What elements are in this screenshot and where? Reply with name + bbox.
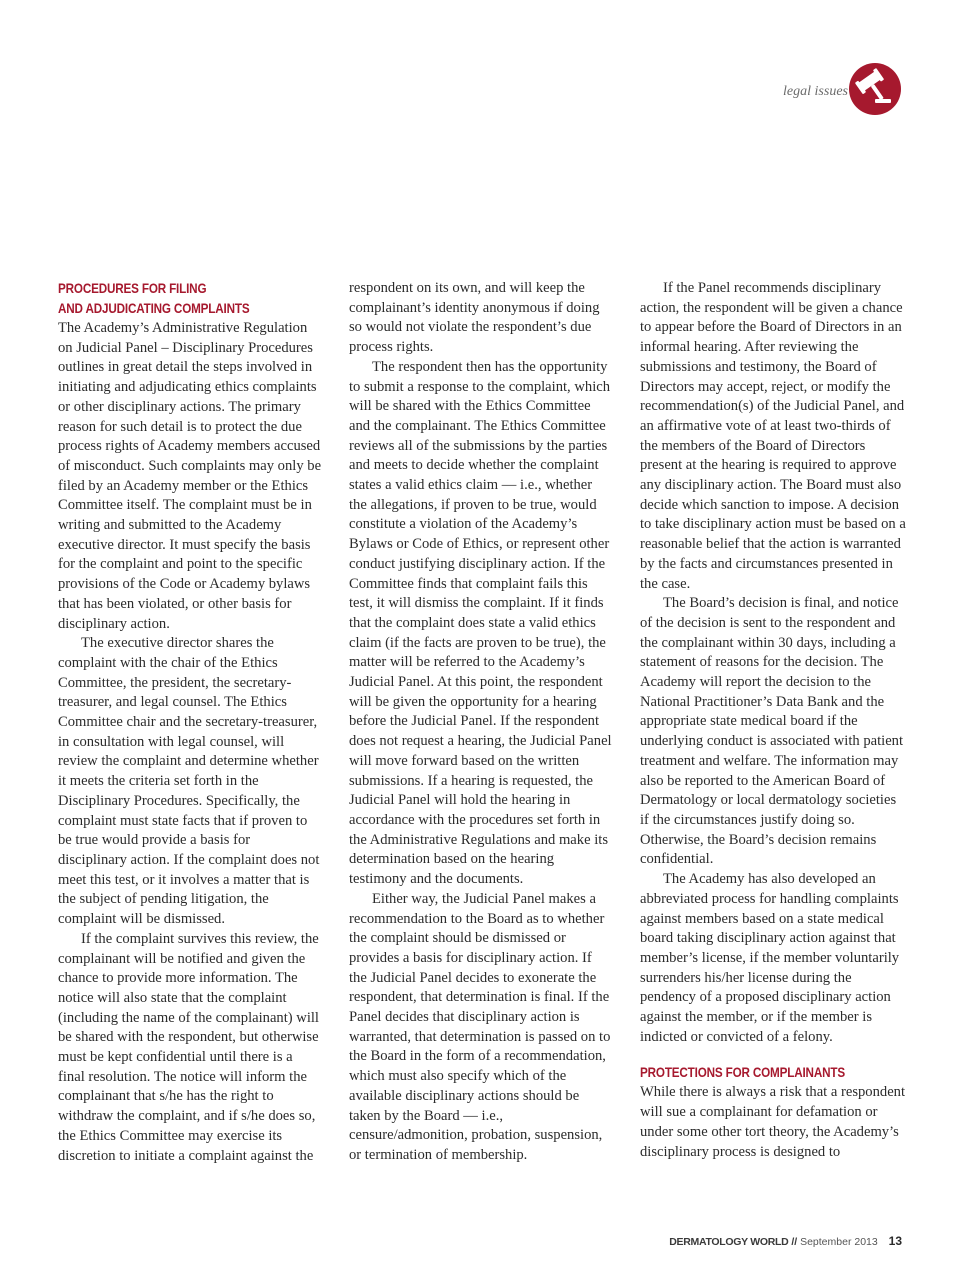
page-footer — [669, 1234, 902, 1248]
paragraph: respondent on its own, and will keep the complainant’s identity anonymous if doing so would not violate the respondent’s due process rights. — [349, 280, 600, 356]
section-label: legal issues — [783, 84, 848, 99]
footer-separator: // — [791, 1236, 798, 1248]
column-right — [640, 279, 906, 1162]
paragraph: While there is always a risk that a respondent will sue a complainant for defamation or under some other tort theory, the Academy’s disciplinary process is designed to — [640, 1084, 906, 1160]
paragraph: If the complaint survives this review, the complainant will be notified and given the chance to provide more information. The notice will also state that the complaint (including the name of the complainant) will be shared with the respondent, but otherwise must be kept confidential until there is a final resolution. The notice will inform the complainant that s/he has the right to withdraw the complaint, and if s/he does so, the Ethics Committee may exercise its discretion to initiate a complaint against the — [58, 930, 319, 1164]
paragraph: If the Panel recommends disciplinary action, the respondent will be given a chance to appear before the Board of Directors in an informal hearing. After reviewing the submissions and testimony, the Board of Directors may accept, reject, or modify the recommendation(s) of the Judicial Panel, and an affirmative vote of at least two-thirds of the members of the Board of Directors present at the hearing is required to approve any disciplinary action. The Board must also decide which sanction to impose. A decision to take disciplinary action must be based on a reasonable belief that the action is warranted by the facts and circumstances presented in the case. — [640, 280, 906, 592]
paragraph: The executive director shares the complaint with the chair of the Ethics Committee, the president, the secretary-treasurer, and legal counsel. The Ethics Committee chair and the secretary-treasurer, in consultation with legal counsel, will review the complaint and determine whether it meets the criteria set forth in the Disciplinary Procedures. Specifically, the complaint must state facts that if proven to be true would provide a basis for disciplinary action. If the complaint does not meet this test, or it involves a matter that is the subject of pending litigation, the complaint will be dismissed. — [58, 635, 320, 928]
magazine-name: DERMATOLOGY WORLD — [669, 1236, 789, 1248]
paragraph: The Academy’s Administrative Regulation on Judicial Panel – Disciplinary Procedures outlines in great detail the steps involved in initiating and adjudicating ethics complaints or other disciplinary actions. The primary reason for such detail is to protect the due process rights of Academy members accused of misconduct. Such complaints may only be filed by an Academy member or the Ethics Committee itself. The complaint must be in writing and submitted to the Academy executive director. It must specify the basis for the complaint and point to the specific provisions of the Code or Academy bylaws that has been violated, or other basis for disciplinary action. — [58, 320, 322, 632]
column-middle — [349, 279, 613, 1166]
section-heading-protections: PROTECTIONS FOR COMPLAINANTS — [640, 1065, 845, 1081]
gavel-icon — [849, 63, 901, 115]
column-left — [58, 279, 322, 1166]
paragraph: The Board’s decision is final, and notice of the decision is sent to the respondent and the complainant within 30 days, including a statement of reasons for the decision. The Academy will report the decision to the National Practitioner’s Data Bank and the appropriate state medical board if the underlying conduct is associated with patient treatment and welfare. The information may also be reported to the American Board of Dermatology or local dermatology societies if the circumstances justify doing so. Otherwise, the Board’s decision remains confidential. — [640, 595, 904, 868]
issue-date: September 2013 — [800, 1236, 878, 1248]
paragraph: Either way, the Judicial Panel makes a recommendation to the Board as to whether the complaint should be dismissed or provides a basis for disciplinary action. If the Judicial Panel decides to exonerate the respondent, that determination is final. If the Panel decides that disciplinary action is warranted, that determination is passed on to the Board in the form of a recommendation, which must also specify which of the available disciplinary actions should be taken by the Board — i.e., censure/admonition, probation, suspension, or termination of membership. — [349, 890, 611, 1163]
paragraph: The Academy has also developed an abbreviated process for handling complaints against members based on a state medical board taking disciplinary action against that member’s license, if the member voluntarily surrenders his/her license during the pendency of a proposed disciplinary action against the member, or if the member is indicted or convicted of a felony. — [640, 871, 900, 1045]
section-badge — [849, 63, 901, 115]
heading-line: PROCEDURES FOR FILING — [58, 281, 207, 296]
paragraph: The respondent then has the opportunity to submit a response to the complaint, which will be shared with the Ethics Committee and the complainant. The Ethics Committee reviews all of the submissions by the parties and meets to decide whether the complaint states a valid ethics claim — i.e., whether the allegations, if proven to be true, would constitute a violation of the Academy’s Bylaws or Code of Ethics, or represent other conduct justifying disciplinary action. If the Committee finds that complaint fails this test, it will dismiss the complaint. If it finds that the complaint does state a valid ethics claim (if the facts are proven to be true), the matter will be referred to the Academy’s Judicial Panel. At this point, the respondent will be given the opportunity for a hearing before the Judicial Panel. If the respondent does not request a hearing, the Judicial Panel will move forward based on the written submissions. If a hearing is requested, the Judicial Panel will hold the hearing in accordance with the procedures set forth in the Administrative Regulations and make its determination based on the hearing testimony and the documents. — [349, 358, 612, 888]
section-heading-procedures — [58, 279, 285, 319]
page-number: 13 — [888, 1234, 902, 1248]
heading-line: AND ADJUDICATING COMPLAINTS — [58, 301, 250, 316]
